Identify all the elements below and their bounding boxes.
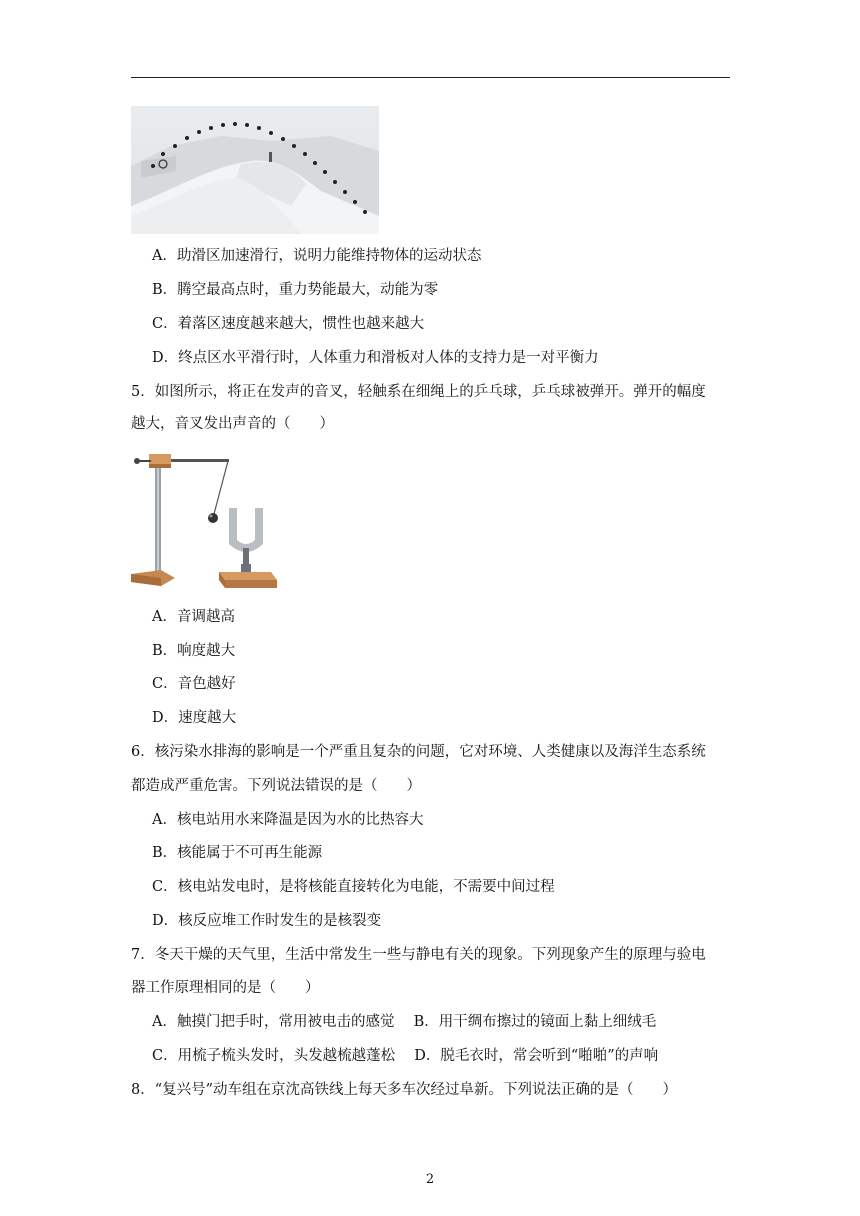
header-rule: [131, 77, 730, 78]
q7-options-row1: A．触摸门把手时，常用被电击的感觉 B．用干绸布擦过的镜面上黏上细绒毛: [152, 1014, 657, 1030]
ski-jump-photo: [131, 106, 379, 234]
q5-option-b: B．响度越大: [152, 643, 236, 659]
q5-option-d: D．速度越大: [152, 710, 237, 726]
q4-option-b: B．腾空最高点时，重力势能最大，动能为零: [152, 282, 439, 298]
q4-option-a: A．助滑区加速滑行，说明力能维持物体的运动状态: [152, 248, 482, 264]
q5-option-a: A．音调越高: [152, 609, 235, 625]
page-number: 2: [425, 1172, 435, 1187]
tuning-fork-figure: [131, 448, 277, 592]
q6-option-b: B．核能属于不可再生能源: [152, 845, 323, 861]
q6-option-c: C．核电站发电时，是将核能直接转化为电能，不需要中间过程: [152, 879, 555, 895]
q5-stem-line2: 越大，音叉发出声音的（ ）: [131, 416, 334, 432]
q5-option-c: C．音色越好: [152, 676, 236, 692]
q5-stem-line1: 5．如图所示，将正在发声的音叉，轻触系在细绳上的乒乓球，乒乓球被弹开。弹开的幅度: [131, 384, 706, 400]
q6-stem-line2: 都造成严重危害。下列说法错误的是（ ）: [131, 778, 421, 794]
q7-stem-line2: 器工作原理相同的是（ ）: [131, 980, 320, 996]
q7-stem-line1: 7．冬天干燥的天气里，生活中常发生一些与静电有关的现象。下列现象产生的原理与验电: [131, 947, 706, 963]
q6-option-a: A．核电站用水来降温是因为水的比热容大: [152, 812, 424, 828]
q6-stem-line1: 6．核污染水排海的影响是一个严重且复杂的问题，它对环境、人类健康以及海洋生态系统: [131, 744, 706, 760]
q8-stem-line1: 8．“复兴号”动车组在京沈高铁线上每天多车次经过阜新。下列说法正确的是（ ）: [131, 1082, 678, 1098]
q4-option-c: C．着落区速度越来越大，惯性也越来越大: [152, 316, 425, 332]
q6-option-d: D．核反应堆工作时发生的是核裂变: [152, 913, 382, 929]
q4-option-d: D．终点区水平滑行时，人体重力和滑板对人体的支持力是一对平衡力: [152, 350, 599, 366]
q7-options-row2: C．用梳子梳头发时，头发越梳越蓬松 D．脱毛衣时，常会听到“啪啪”的声响: [152, 1048, 659, 1064]
